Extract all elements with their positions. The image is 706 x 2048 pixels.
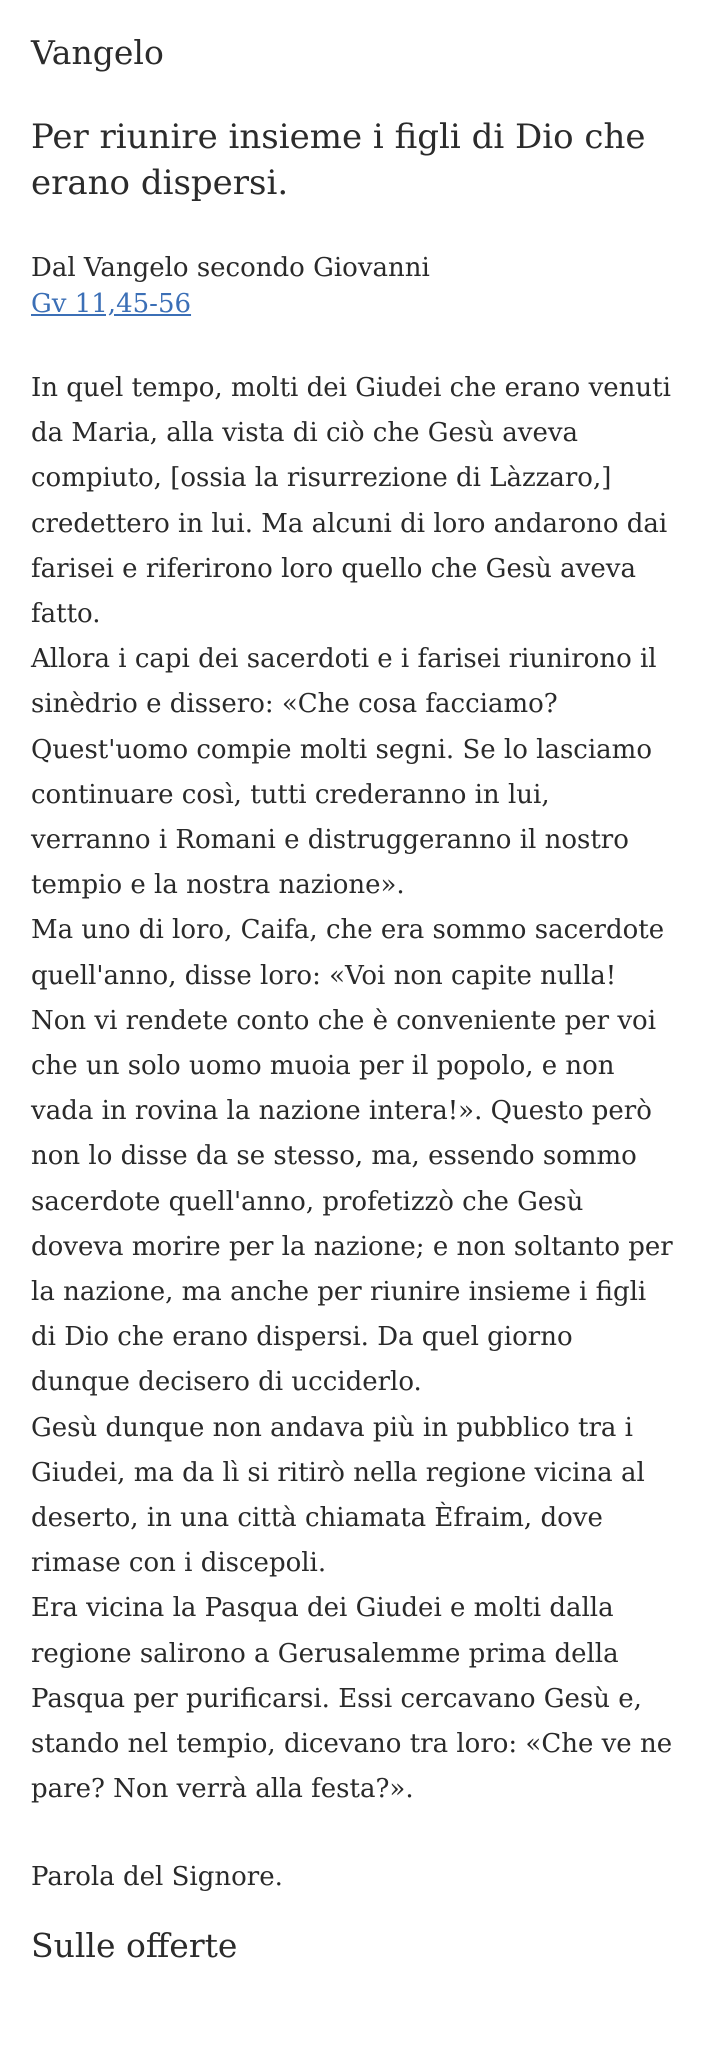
reading-source — [31, 250, 675, 322]
section-heading-vangelo: Vangelo — [31, 33, 164, 72]
source-text: Dal Vangelo secondo Giovanni — [31, 253, 430, 283]
reading-paragraph: In quel tempo, molti dei Giudei che erano venuti da Maria, alla vista di ciò che Gesù aveva compiuto, [ossia la risurrezione di Làzzaro,] credettero in lui. Ma alcuni di loro andarono dai farisei e riferirono loro quello che Gesù aveva fatto. — [31, 373, 671, 630]
reading-paragraph: Gesù dunque non andava più in pubblico tra i Giudei, ma da lì si ritirò nella regione vicina al deserto, in una città chiamata Èfraim, dove rimase con i discepoli. — [31, 1412, 645, 1579]
reading-paragraph: Allora i capi dei sacerdoti e i farisei riunirono il sinèdrio e dissero: «Che cosa facciamo? Quest'uomo compie molti segni. Se lo lasciamo continuare così, tutti crederanno in lui, verranno i Romani e distruggeranno il nostro tempio e la nostra nazione». — [31, 644, 657, 901]
scripture-reference-link[interactable]: Gv 11,45-56 — [31, 289, 192, 319]
reading-title: Per riunire insieme i figli di Dio che erano dispersi. — [31, 117, 646, 203]
section-heading-sulle-offerte: Sulle offerte — [31, 1925, 238, 1965]
reading-paragraph: Era vicina la Pasqua dei Giudei e molti dalla regione salirono a Gerusalemme prima della Pasqua per purificarsi. Essi cercavano Gesù e, stando nel tempio, dicevano tra loro: «Che ve ne pare? Non verrà alla festa?». — [31, 1593, 673, 1805]
reading-closing: Parola del Signore. — [31, 1861, 283, 1892]
reading-paragraph: Ma uno di loro, Caifa, che era sommo sacerdote quell'anno, disse loro: «Voi non capite nulla! Non vi rendete conto che è conveniente per voi che un solo uomo muoia per il popolo, e non vada in rovina la nazione intera!». Questo però non lo disse da se stesso, ma, essendo sommo sacerdote quell'anno, profetizzò che Gesù doveva morire per la nazione; e non soltanto per la nazione, ma anche per riunire insieme i figli di Dio che erano dispersi. Da quel giorno dunque decisero di ucciderlo. — [31, 915, 673, 1398]
reading-body — [31, 366, 675, 1813]
